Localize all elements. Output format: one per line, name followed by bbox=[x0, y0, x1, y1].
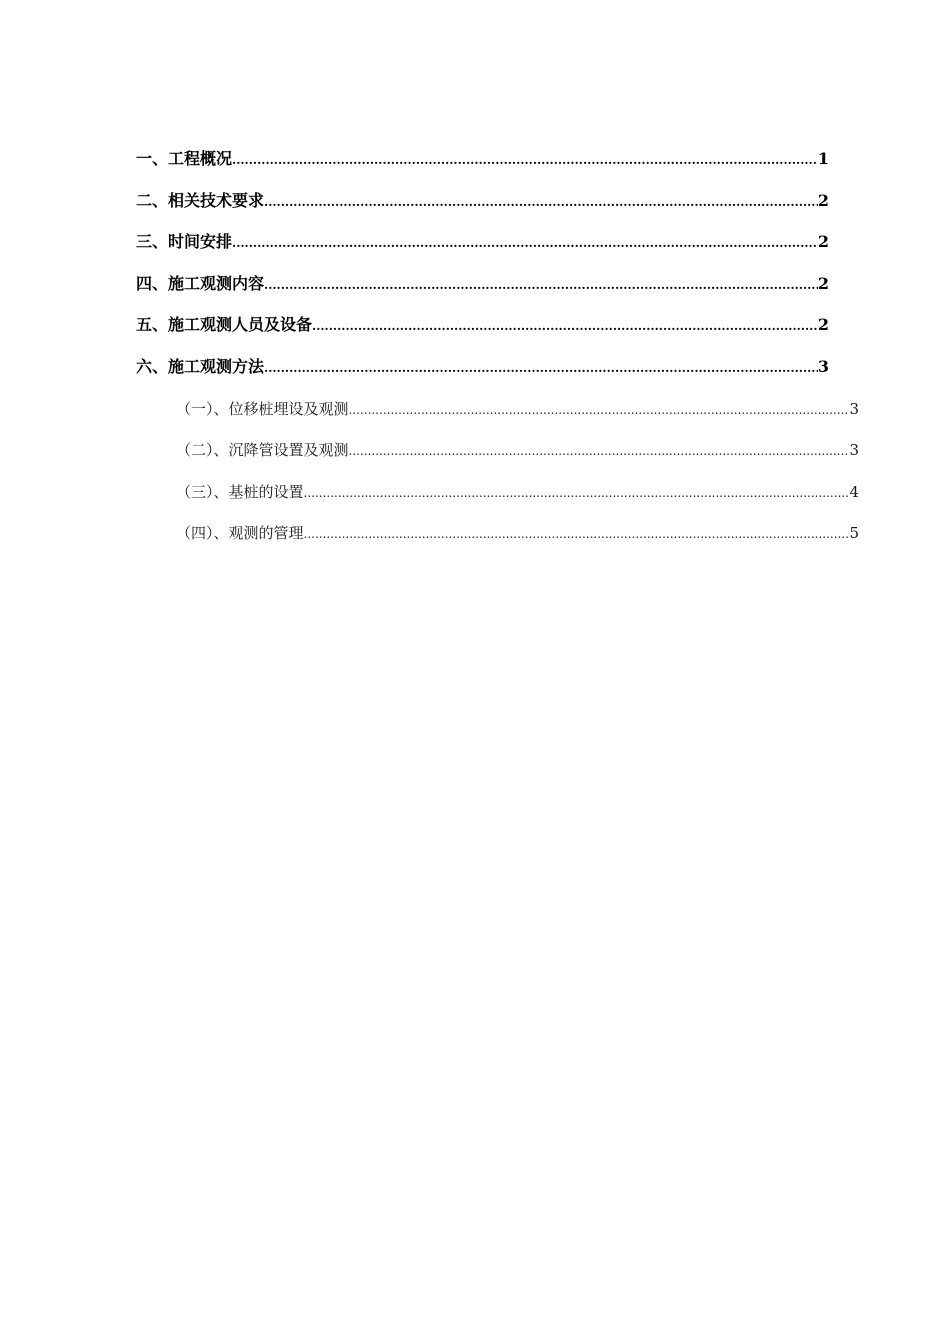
toc-page-number: 3 bbox=[849, 441, 859, 459]
toc-dot-leader bbox=[349, 398, 850, 422]
toc-dot-leader bbox=[232, 148, 818, 172]
toc-page-number: 2 bbox=[817, 274, 829, 293]
toc-dot-leader bbox=[312, 314, 818, 338]
toc-subentry-2[interactable] bbox=[176, 438, 859, 462]
toc-entry-title: （三）、基桩的设置 bbox=[176, 483, 304, 501]
toc-dot-leader bbox=[349, 439, 850, 463]
toc-entry-title: （四）、观测的管理 bbox=[176, 524, 304, 542]
toc-entry-title: （二）、沉降管设置及观测 bbox=[176, 441, 349, 459]
toc-page-number: 5 bbox=[849, 524, 859, 542]
toc-entry-title: 二、相关技术要求 bbox=[136, 191, 265, 210]
toc-page-number: 2 bbox=[817, 191, 829, 210]
toc-subentry-3[interactable] bbox=[176, 480, 859, 504]
toc-entry-title: 三、时间安排 bbox=[136, 232, 233, 251]
toc-entry-2[interactable] bbox=[136, 189, 829, 213]
toc-subentry-1[interactable] bbox=[176, 397, 859, 421]
toc-dot-leader bbox=[264, 273, 818, 297]
toc-entry-title: 一、工程概况 bbox=[136, 149, 233, 168]
toc-entry-title: 四、施工观测内容 bbox=[136, 274, 265, 293]
toc-page-number: 3 bbox=[849, 400, 859, 418]
toc-dot-leader bbox=[232, 231, 818, 255]
toc-subentry-4[interactable] bbox=[176, 521, 859, 545]
toc-entry-title: 六、施工观测方法 bbox=[136, 357, 265, 376]
toc-dot-leader bbox=[264, 190, 818, 214]
toc-entry-3[interactable] bbox=[136, 230, 829, 254]
toc-entry-5[interactable] bbox=[136, 313, 829, 337]
toc-page-number: 3 bbox=[817, 357, 829, 376]
toc-dot-leader bbox=[264, 356, 818, 380]
toc-entry-4[interactable] bbox=[136, 272, 829, 296]
toc-entry-title: （一）、位移桩埋设及观测 bbox=[176, 400, 349, 418]
toc-entry-1[interactable] bbox=[136, 147, 829, 171]
toc-dot-leader bbox=[304, 522, 850, 546]
toc-page-number: 4 bbox=[849, 483, 859, 501]
toc-dot-leader bbox=[304, 481, 850, 505]
toc-entry-title: 五、施工观测人员及设备 bbox=[136, 315, 313, 334]
toc-page-number: 1 bbox=[817, 149, 829, 168]
toc-entry-6[interactable] bbox=[136, 355, 829, 379]
toc-page-number: 2 bbox=[817, 315, 829, 334]
toc-page-number: 2 bbox=[817, 232, 829, 251]
